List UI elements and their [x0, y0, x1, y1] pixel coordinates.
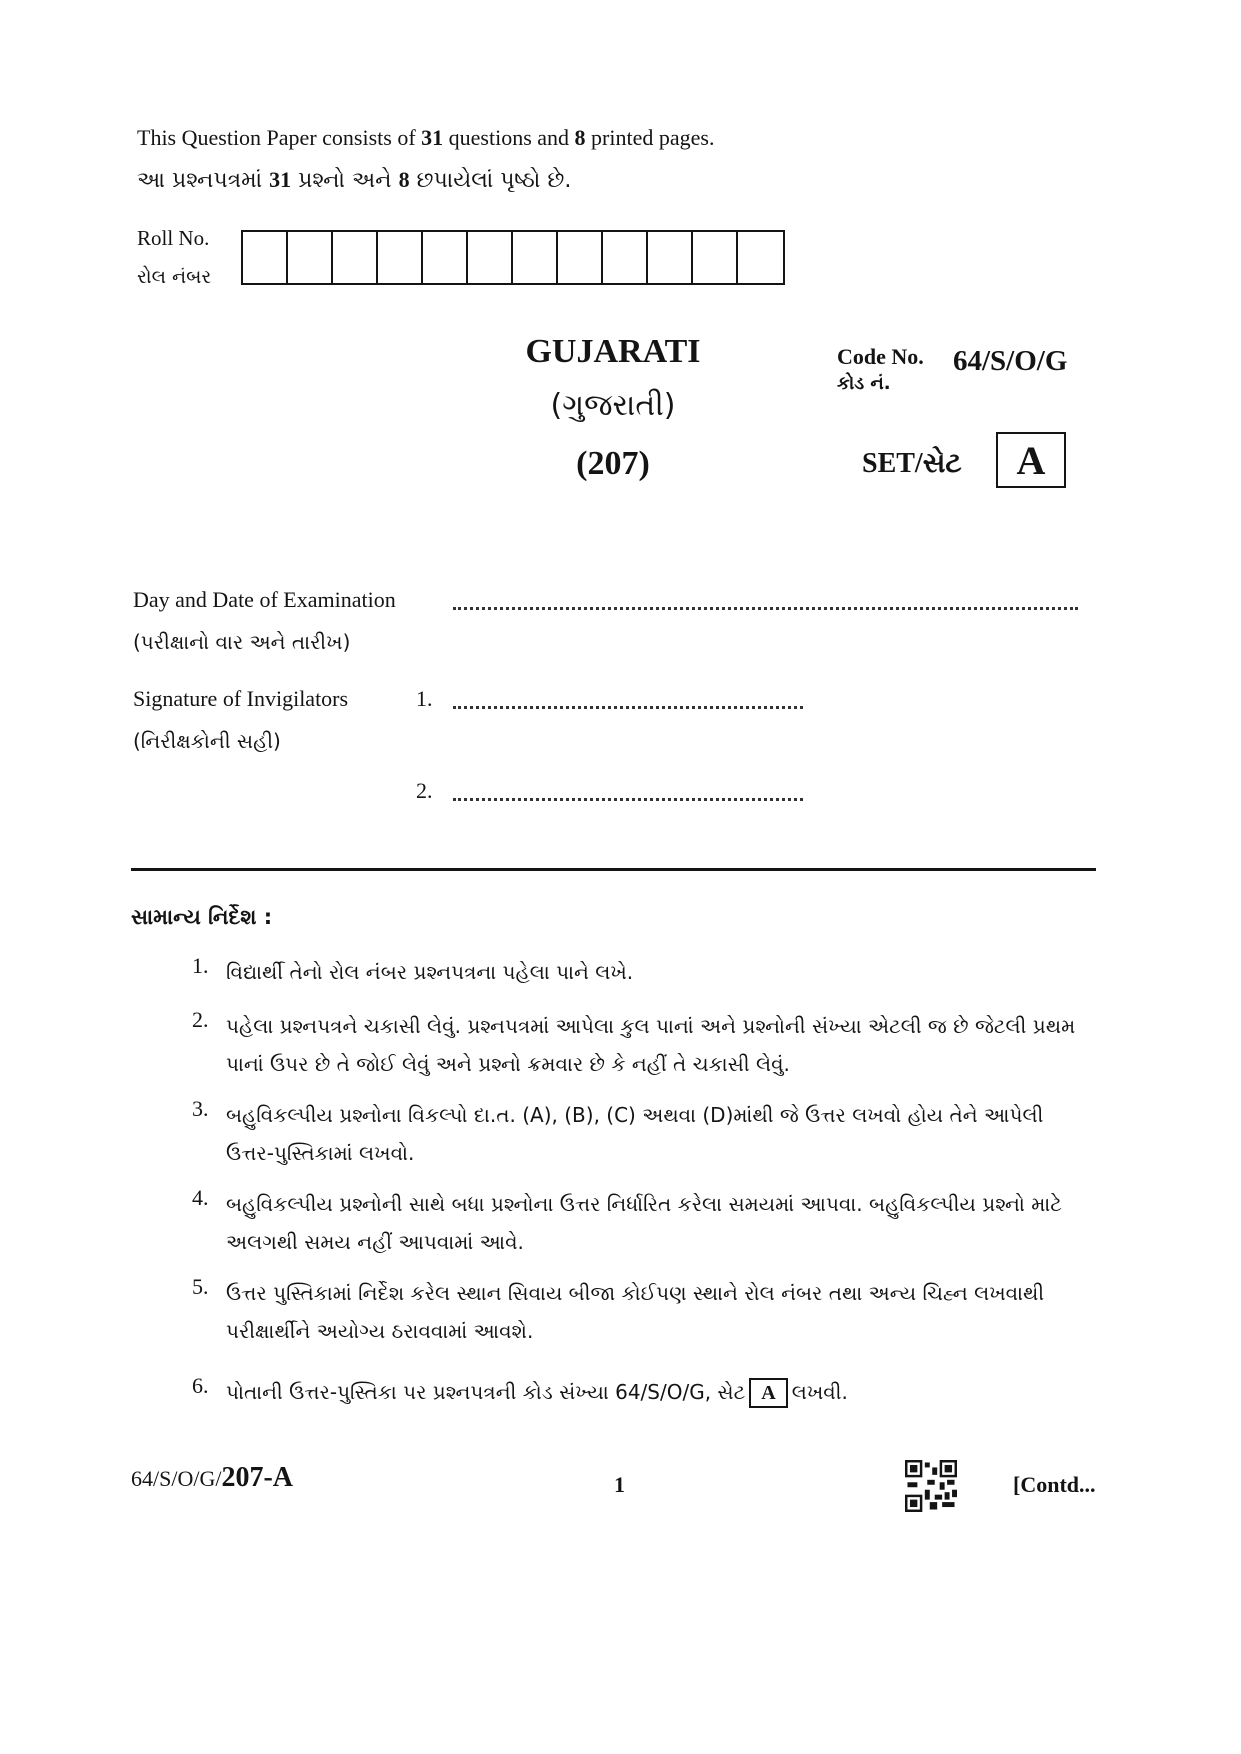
set-value-box: A [996, 432, 1066, 488]
page-number: 1 [614, 1472, 625, 1497]
subject-title-gujarati: (ગુજરાતી) [550, 388, 676, 423]
set-inline-box: A [749, 1378, 787, 1408]
code-no-label: Code No. [837, 344, 924, 369]
instruction-text: વિદ્યાર્થી તેનો રોલ નંબર પ્રશ્નપત્રના પહેલા પાને લખે. [226, 960, 634, 984]
section-divider [131, 868, 1096, 871]
roll-cell[interactable] [468, 232, 513, 283]
instruction-item [192, 1096, 1092, 1172]
paper-info-gujarati: આ પ્રશ્નપત્રમાં 31 પ્રશ્નો અને 8 છપાયેલાં પૃષ્ઠો છે. [137, 167, 572, 193]
roll-cell[interactable] [378, 232, 423, 283]
paper-info-english: This Question Paper consists of 31 questions and 8 printed pages. [137, 125, 715, 150]
instruction-number: 2. [192, 1007, 209, 1032]
roll-cell[interactable] [738, 232, 783, 283]
instructions-heading: સામાન્ય નિર્દેશ : [131, 905, 273, 929]
instruction-text: પહેલા પ્રશ્નપત્રને ચકાસી લેવું. પ્રશ્નપત્રમાં આપેલા કુલ પાનાં અને પ્રશ્નોની સંખ્યા એટલી જ છે જેટલી પ્રથમ પાનાં ઉપર છે તે જોઈ લેવું અને પ્રશ્નો ક્રમવાર છે કે નહીં તે ચકાસી લેવું. [226, 1014, 1076, 1076]
instruction-number: 1. [192, 953, 209, 978]
roll-cell[interactable] [243, 232, 288, 283]
invigilator-signature-label-gujarati: (નિરીક્ષકોની સહી) [133, 729, 281, 753]
roll-number-boxes[interactable] [241, 230, 785, 285]
invigilator-signature-label: Signature of Invigilators [133, 686, 349, 711]
signature-1-field[interactable] [453, 706, 803, 709]
instruction-item [192, 1373, 1092, 1411]
footer-paper-code: 64/S/O/G/207-A [131, 1462, 294, 1493]
roll-cell[interactable] [603, 232, 648, 283]
subject-title: GUJARATI [525, 333, 701, 370]
exam-date-label: Day and Date of Examination [133, 587, 396, 612]
instruction-item [192, 953, 1092, 991]
roll-cell[interactable] [288, 232, 333, 283]
qr-code-icon [905, 1460, 957, 1512]
instruction-item [192, 1185, 1092, 1261]
exam-date-field[interactable] [453, 607, 1078, 610]
instruction-number: 6. [192, 1373, 209, 1398]
instruction-number: 4. [192, 1185, 209, 1210]
continued-label: [Contd... [1013, 1472, 1096, 1497]
instruction-text: ઉત્તર પુસ્તિકામાં નિર્દેશ કરેલ સ્થાન સિવાય બીજા કોઈપણ સ્થાને રોલ નંબર તથા અન્ય ચિહ્ન લખવાથી પરીક્ષાર્થીને અયોગ્ય ઠરાવવામાં આવશે. [226, 1281, 1045, 1343]
signature-2-field[interactable] [453, 798, 803, 801]
roll-cell[interactable] [558, 232, 603, 283]
instruction-item [192, 1007, 1092, 1083]
instruction-text: બહુવિકલ્પીય પ્રશ્નોની સાથે બધા પ્રશ્નોના ઉત્તર નિર્ધારિત કરેલા સમયમાં આપવા. બહુવિકલ્પીય પ્રશ્નો માટે અલગથી સમય નહીં આપવામાં આવે. [226, 1192, 1062, 1254]
roll-cell[interactable] [423, 232, 468, 283]
code-no-label-gujarati: કોડ નં. [837, 373, 891, 394]
instruction-item [192, 1274, 1092, 1350]
exam-date-label-gujarati: (પરીક્ષાનો વાર અને તારીખ) [133, 630, 351, 654]
instruction-text: પોતાની ઉત્તર-પુસ્તિકા પર પ્રશ્નપત્રની કોડ સંખ્યા 64/S/O/G, સેટ A લખવી. [226, 1373, 1092, 1411]
instruction-number: 3. [192, 1096, 209, 1121]
instruction-number: 5. [192, 1274, 209, 1299]
roll-cell[interactable] [513, 232, 558, 283]
instruction-text: બહુવિકલ્પીય પ્રશ્નોના વિકલ્પો દા.ત. (A), (B), (C) અથવા (D)માંથી જે ઉત્તર લખવો હોય તેને આપેલી ઉત્તર-પુસ્તિકામાં લખવો. [226, 1103, 1044, 1165]
signature-2-number: 2. [416, 778, 433, 803]
roll-no-label-gujarati: રોલ નંબર [137, 266, 212, 288]
subject-code: (207) [576, 445, 650, 482]
roll-no-label: Roll No. [137, 226, 210, 250]
roll-cell[interactable] [693, 232, 738, 283]
signature-1-number: 1. [416, 686, 433, 711]
roll-cell[interactable] [333, 232, 378, 283]
code-no-value: 64/S/O/G [953, 345, 1068, 377]
roll-cell[interactable] [648, 232, 693, 283]
set-label: SET/સેટ [862, 448, 962, 479]
